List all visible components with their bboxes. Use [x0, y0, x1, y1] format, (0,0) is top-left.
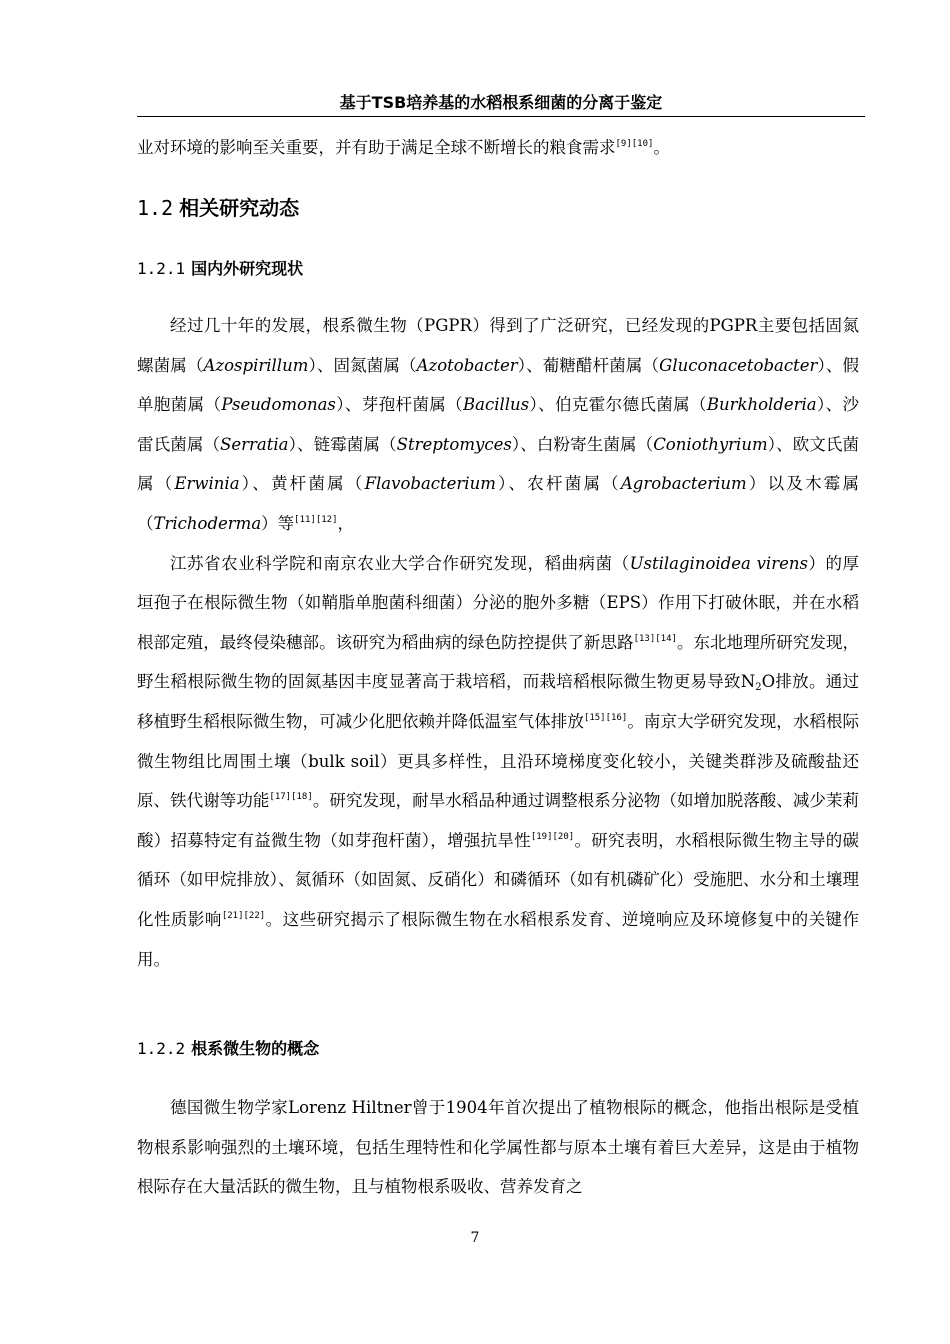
- section-title: 相关研究动态: [179, 196, 300, 220]
- citation: [9][10]: [615, 139, 654, 149]
- genus-name: Gluconacetobacter: [659, 355, 818, 375]
- genus-name: Agrobacterium: [620, 474, 747, 494]
- genus-name: Streptomyces: [396, 434, 512, 454]
- paragraph-pgpr-genera: 经过几十年的发展，根系微生物（PGPR）得到了广泛研究，已经发现的PGPR主要包括固氮螺菌属（Azospirillum）、固氮菌属（Azotobacter）、葡糖醋杆菌属（Gluconacetobacter）、假单胞菌属（Pseudomonas）、芽孢杆菌属（Bacillus）、伯克霍尔德氏菌属（Burkholderia）、沙雷氏菌属（Serratia）、链霉菌属（Streptomyces）、白粉寄生菌属（Coniothyrium）、欧文氏菌属（Erwinia）、黄杆菌属（Flavobacterium）、农杆菌属（Agrobacterium）以及木霉属（Trichoderma）等[11][12]，: [137, 316, 860, 533]
- citation: [13][14]: [633, 633, 677, 644]
- genus-name: Flavobacterium: [364, 474, 496, 494]
- paragraph-hiltner: 德国微生物学家Lorenz Hiltner曾于1904年首次提出了植物根际的概念，他指出根际是受植物根系影响强烈的土壤环境，包括生理特性和化学属性都与原本土壤有着巨大差异，这是由于植物根际存在大量活跃的微生物，且与植物根系吸收、营养发育之: [137, 1098, 859, 1197]
- subsection-heading-1: [137, 257, 303, 281]
- species-name: Ustilaginoidea virens: [629, 553, 808, 573]
- genus-name: Erwinia: [174, 474, 240, 494]
- genus-name: Azotobacter: [416, 355, 518, 375]
- subscript: 2: [755, 682, 762, 694]
- rhizosphere-concept-section: [137, 1088, 859, 1207]
- subsection-number: 1.2.2: [137, 1039, 186, 1058]
- genus-name: Pseudomonas: [221, 395, 336, 415]
- subsection-number: 1.2.1: [137, 259, 186, 278]
- citation: [17][18]: [269, 792, 313, 803]
- genus-name: Burkholderia: [706, 395, 817, 415]
- page-number: 7: [470, 1230, 480, 1246]
- running-header: 基于TSB培养基的水稻根系细菌的分离于鉴定: [339, 93, 663, 112]
- subsection-title: 国内外研究现状: [191, 259, 304, 278]
- header-rule: [137, 116, 865, 117]
- section-number: 1.2: [137, 196, 174, 220]
- genus-name: Azospirillum: [203, 355, 309, 375]
- paragraph-rice-rhizosphere-studies: 江苏省农业科学院和南京农业大学合作研究发现，稻曲病菌（Ustilaginoidea virens）的厚垣孢子在根际微生物（如鞘脂单胞菌科细菌）分泌的胞外多糖（EPS）作用下打破休眠，并在水稻根部定殖，最终侵染穗部。该研究为稻曲病的绿色防控提供了新思路[13][14]。东北地理所研究发现，野生稻根际微生物的固氮基因丰度显著高于栽培稻，而栽培稻根际微生物更易导致$N_2O$排放。通过移植野生稻根际微生物，可减少化肥依赖并降低温室气体排放[15][16]。南京大学研究发现，水稻根际微生物组比周围土壤（bulk soil）更具多样性，且沿环境梯度变化较小，关键类群涉及硫酸盐还原、铁代谢等功能[17][18]。研究发现，耐旱水稻品种通过调整根系分泌物（如增加脱落酸、减少茉莉酸）招募特定有益微生物（如芽孢杆菌），增强抗旱性[19][20]。研究表明，水稻根际微生物主导的碳循环（如甲烷排放）、氮循环（如固氮、反硝化）和磷循环（如有机磷矿化）受施肥、水分和土壤理化性质影响[21][22]。这些研究揭示了根际微生物在水稻根系发育、逆境响应及环境修复中的关键作用。: [137, 553, 860, 969]
- citation: [15][16]: [583, 712, 628, 723]
- subsection-heading-2: [137, 1037, 319, 1061]
- citation: [11][12]: [294, 514, 338, 525]
- citation: [19][20]: [530, 831, 575, 842]
- genus-name: Serratia: [220, 434, 289, 454]
- genus-name: Bacillus: [462, 395, 530, 415]
- genus-name: Coniothyrium: [653, 434, 768, 454]
- intro-text: 业对环境的影响至关重要，并有助于满足全球不断增长的粮食需求[9][10]。: [137, 138, 670, 157]
- subsection-title: 根系微生物的概念: [191, 1039, 320, 1058]
- genus-name: Trichoderma: [153, 513, 262, 533]
- research-status-section: [137, 306, 859, 979]
- section-heading: [137, 192, 299, 224]
- citation: [21][22]: [221, 910, 266, 921]
- intro-paragraph: [137, 128, 859, 168]
